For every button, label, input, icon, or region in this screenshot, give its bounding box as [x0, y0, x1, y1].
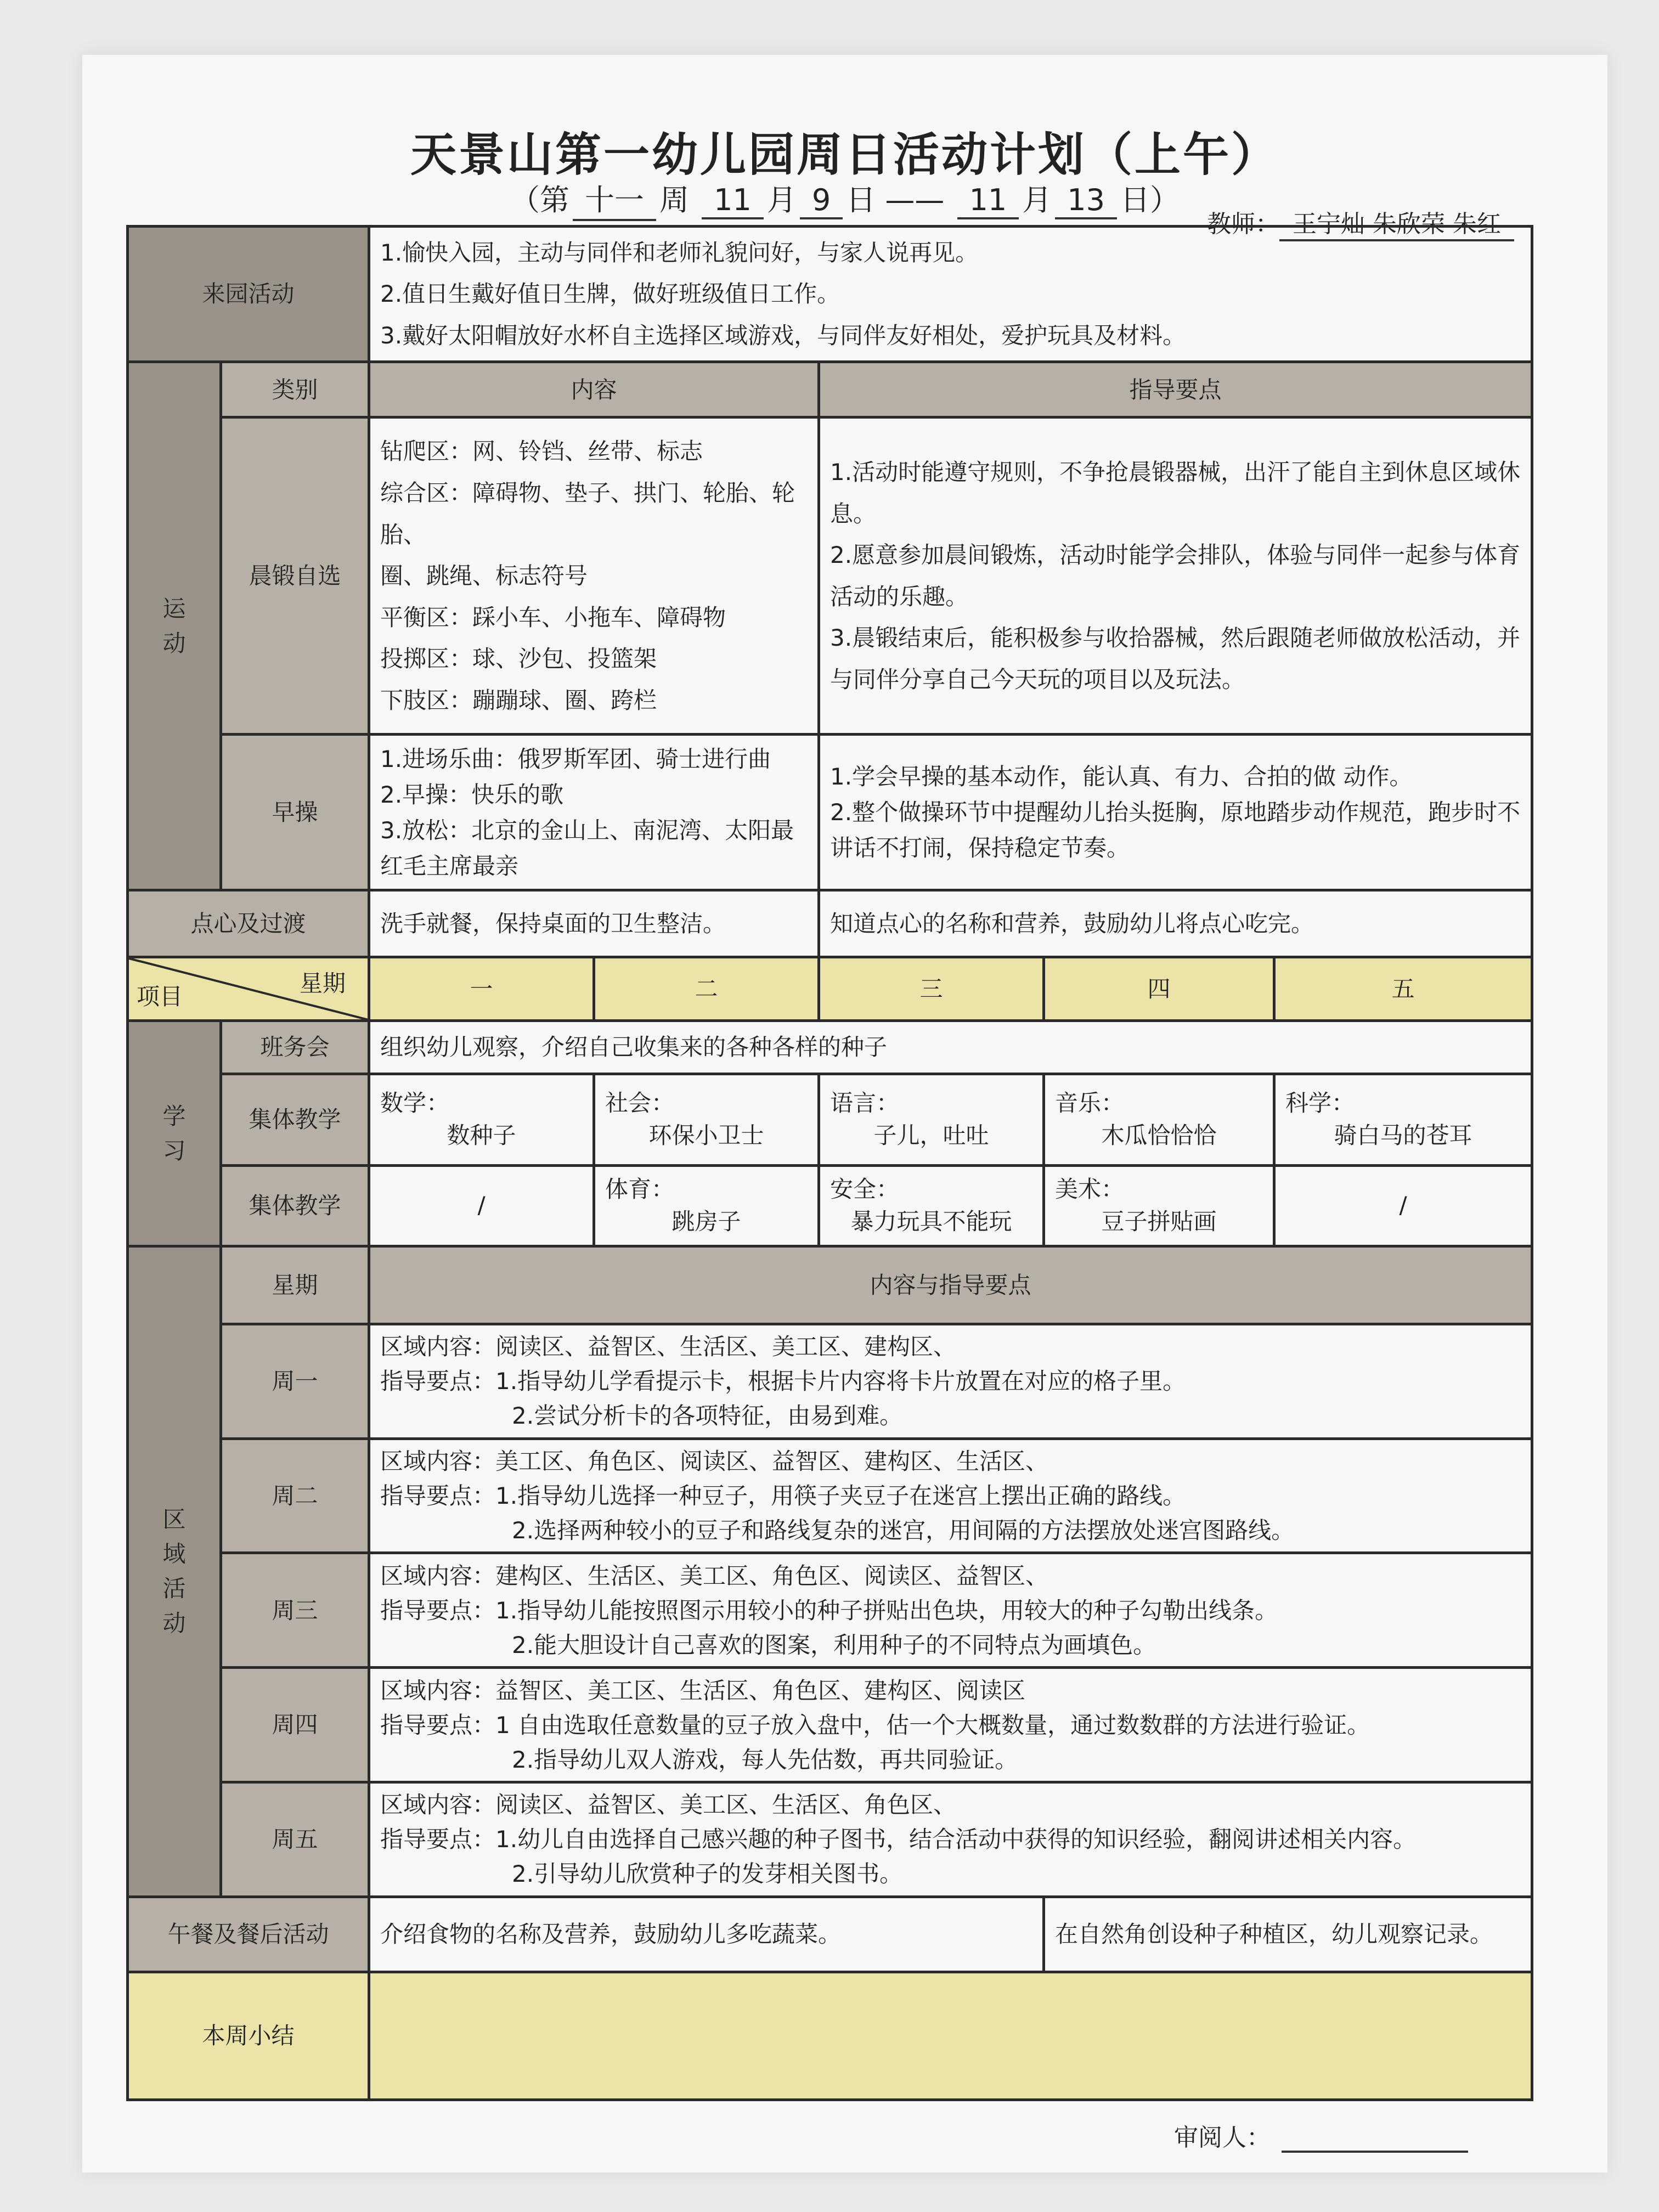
- teaching-cell: [1274, 1074, 1532, 1165]
- area-line: 区域内容：阅读区、益智区、美工区、生活区、角色区、: [380, 1791, 957, 1819]
- teaching-cell: [369, 1074, 594, 1165]
- morning-choice-label: 晨锻自选: [221, 417, 369, 735]
- teaching-subject: 语言：: [830, 1089, 900, 1116]
- snack-content: 洗手就餐，保持桌面的卫生整洁。: [369, 890, 819, 957]
- teaching-topic: 子儿，吐吐: [873, 1121, 989, 1149]
- summary-label: 本周小结: [128, 1972, 369, 2100]
- arrival-line: 2.值日生戴好值日生牌，做好班级值日工作。: [380, 280, 840, 308]
- content-line: 钻爬区：网、铃铛、丝带、标志: [380, 438, 703, 465]
- arrival-line: 3.戴好太阳帽放好水杯自主选择区域游戏，与同伴友好相处，爱护玩具及材料。: [380, 321, 1186, 349]
- lunch-guidance: 在自然角创设种子种植区，幼儿观察记录。: [1044, 1897, 1532, 1972]
- guide-line: 2.引导幼儿欣赏种子的发芽相关图书。: [512, 1860, 903, 1888]
- teaching-subject: 数学：: [380, 1089, 450, 1116]
- area-day-label: 周四: [221, 1668, 369, 1782]
- guide-line: 2.选择两种较小的豆子和路线复杂的迷宫，用间隔的方法摆放处迷宫图路线。: [512, 1516, 1295, 1544]
- teaching-cell: [594, 1074, 819, 1165]
- month-char-1: 月: [766, 183, 797, 217]
- sports-label-char: 动: [162, 630, 186, 657]
- sports-header-row: [128, 362, 1532, 417]
- arrival-label: 来园活动: [128, 227, 369, 362]
- area-col-weekday: 星期: [221, 1246, 369, 1324]
- snack-guidance: 知道点心的名称和营养，鼓励幼儿将点心吃完。: [819, 890, 1532, 957]
- arrival-content: [369, 227, 1532, 362]
- guidance-line: 1.学会早操的基本动作，能认真、有力、合拍的做 动作。: [830, 763, 1413, 791]
- learning-label-char: 习: [162, 1137, 186, 1165]
- class-meeting-label: 班务会: [221, 1021, 369, 1074]
- teaching-cell: [1044, 1165, 1274, 1246]
- plan-sheet: [82, 55, 1607, 2172]
- teaching-topic: /: [477, 1192, 486, 1219]
- teaching-topic: /: [1399, 1192, 1407, 1219]
- guidance-line: 2.整个做操环节中提醒幼儿抬头挺胸，原地踏步动作规范，跑步时不讲话不打闹，保持稳定节奏。: [830, 799, 1521, 862]
- area-day-content: [369, 1553, 1532, 1668]
- col-content: 内容: [369, 362, 819, 417]
- day-header: 五: [1274, 957, 1532, 1021]
- group-teaching-row-2: [128, 1165, 1532, 1246]
- area-day-row: [128, 1668, 1532, 1782]
- area-label-char: 区: [162, 1506, 186, 1533]
- col-category: 类别: [221, 362, 369, 417]
- sports-label: [128, 362, 221, 890]
- teaching-subject: 安全：: [830, 1176, 900, 1203]
- week-number: 十一: [573, 177, 656, 221]
- diag-top-label: 星期: [300, 969, 346, 997]
- learning-label-char: 学: [162, 1103, 186, 1130]
- teacher-value: 王宁灿 朱欣荣 朱红: [1279, 204, 1514, 241]
- end-day: 13: [1055, 183, 1117, 219]
- area-day-label: 周三: [221, 1553, 369, 1668]
- area-day-content: [369, 1782, 1532, 1897]
- teaching-topic: 豆子拼贴画: [1101, 1207, 1217, 1235]
- day-header: 四: [1044, 957, 1274, 1021]
- morning-exercise-content: [369, 735, 819, 890]
- area-label-char: 域: [162, 1541, 186, 1568]
- area-col-content: 内容与指导要点: [369, 1246, 1532, 1324]
- area-day-content: [369, 1324, 1532, 1438]
- day-header: 一: [369, 957, 594, 1021]
- area-day-row: [128, 1324, 1532, 1438]
- content-line: 投掷区：球、沙包、投篮架: [380, 645, 657, 673]
- content-line: 圈、跳绳、标志符号: [380, 562, 588, 590]
- end-month: 11: [957, 183, 1019, 219]
- col-guidance: 指导要点: [819, 362, 1532, 417]
- teaching-cell: [594, 1165, 819, 1246]
- learning-label: [128, 1021, 221, 1246]
- area-day-row: [128, 1782, 1532, 1897]
- content-line: 3.放松：北京的金山上、南泥湾、太阳最红毛主席最亲: [380, 816, 794, 879]
- group-teaching-label: 集体教学: [221, 1165, 369, 1246]
- group-teaching-label: 集体教学: [221, 1074, 369, 1165]
- area-day-row: [128, 1553, 1532, 1668]
- area-header-row: [128, 1246, 1532, 1324]
- area-label-char: 动: [162, 1610, 186, 1637]
- lunch-row: [128, 1897, 1532, 1972]
- day-char-1: 日: [846, 183, 876, 217]
- morning-exercise-guidance: [819, 735, 1532, 890]
- teaching-subject: 科学：: [1285, 1089, 1355, 1116]
- month-char-2: 月: [1022, 183, 1052, 217]
- lunch-content: 介绍食物的名称及营养，鼓励幼儿多吃蔬菜。: [369, 1897, 1044, 1972]
- sports-label-char: 运: [162, 595, 186, 623]
- area-day-content: [369, 1438, 1532, 1553]
- guidance-line: 2.愿意参加晨间锻炼，活动时能学会排队，体验与同伴一起参与体育活动的乐趣。: [830, 541, 1521, 610]
- area-day-row: [128, 1438, 1532, 1553]
- guidance-line: 3.晨锻结束后，能积极参与收拾器械，然后跟随老师做放松活动，并与同伴分享自己今天玩的项目以及玩法。: [830, 624, 1521, 693]
- day-header: 二: [594, 957, 819, 1021]
- start-month: 11: [702, 183, 764, 219]
- morning-choice-content: [369, 417, 819, 735]
- guide-line: 指导要点：1.指导幼儿选择一种豆子，用筷子夹豆子在迷宫上摆出正确的路线。: [380, 1482, 1186, 1509]
- teaching-cell: [819, 1074, 1044, 1165]
- start-day: 9: [800, 183, 843, 219]
- area-day-label: 周二: [221, 1438, 369, 1553]
- close-paren: ）: [1150, 183, 1180, 217]
- teaching-cell: [819, 1165, 1044, 1246]
- content-line: 2.早操：快乐的歌: [380, 781, 564, 808]
- teaching-subject: 体育：: [605, 1176, 675, 1203]
- reviewer-field: [1174, 2118, 1468, 2153]
- content-line: 1.进场乐曲：俄罗斯军团、骑士进行曲: [380, 745, 771, 772]
- teaching-topic: 环保小卫士: [648, 1121, 764, 1149]
- arrival-row: [128, 227, 1532, 362]
- teaching-subject: 美术：: [1055, 1176, 1125, 1203]
- class-meeting-row: [128, 1021, 1532, 1074]
- teaching-cell: [1044, 1074, 1274, 1165]
- teaching-topic: 木瓜恰恰恰: [1101, 1121, 1217, 1149]
- snack-label: 点心及过渡: [128, 890, 369, 957]
- area-label: [128, 1246, 221, 1897]
- morning-exercise-row: [128, 735, 1532, 890]
- arrival-line: 1.愉快入园，主动与同伴和老师礼貌问好，与家人说再见。: [380, 239, 979, 266]
- week-prefix: （第: [510, 183, 569, 217]
- diag-bottom-label: 项目: [137, 983, 183, 1010]
- area-line: 区域内容：阅读区、益智区、生活区、美工区、建构区、: [380, 1333, 957, 1361]
- teaching-topic: 暴力玩具不能玩: [850, 1207, 1012, 1235]
- teaching-cell: [369, 1165, 594, 1246]
- teaching-topic: 跳房子: [672, 1207, 741, 1235]
- class-meeting-content: 组织幼儿观察，介绍自己收集来的各种各样的种子: [369, 1021, 1532, 1074]
- group-teaching-row-1: [128, 1074, 1532, 1165]
- reviewer-label: 审阅人：: [1174, 2124, 1271, 2152]
- guide-line: 指导要点：1.幼儿自由选择自己感兴趣的种子图书，结合活动中获得的知识经验，翻阅讲述相关内容。: [380, 1826, 1417, 1853]
- teaching-topic: 骑白马的苍耳: [1334, 1121, 1472, 1149]
- content-line: 下肢区：蹦蹦球、圈、跨栏: [380, 686, 657, 714]
- page-title: 天景山第一幼儿园周日活动计划（上午）: [410, 128, 1279, 182]
- teaching-subject: 社会：: [605, 1089, 675, 1116]
- date-dash: ——: [885, 183, 945, 217]
- guide-line: 指导要点：1.指导幼儿能按照图示用较小的种子拼贴出色块，用较大的种子勾勒出线条。: [380, 1596, 1278, 1624]
- guide-line: 2.尝试分析卡的各项特征，由易到难。: [512, 1402, 903, 1430]
- day-char-2: 日: [1120, 183, 1150, 217]
- lunch-label: 午餐及餐后活动: [128, 1897, 369, 1972]
- guide-line: 2.能大胆设计自己喜欢的图案，利用种子的不同特点为画填色。: [512, 1631, 1156, 1658]
- area-line: 区域内容：美工区、角色区、阅读区、益智区、建构区、生活区、: [380, 1447, 1049, 1475]
- area-line: 区域内容：建构区、生活区、美工区、角色区、阅读区、益智区、: [380, 1562, 1049, 1589]
- area-label-char: 活: [162, 1575, 186, 1602]
- area-day-label: 周一: [221, 1324, 369, 1438]
- area-day-label: 周五: [221, 1782, 369, 1897]
- day-header: 三: [819, 957, 1044, 1021]
- weekday-header-row: [128, 957, 1532, 1021]
- guide-line: 指导要点：1.指导幼儿学看提示卡，根据卡片内容将卡片放置在对应的格子里。: [380, 1368, 1186, 1395]
- summary-content[interactable]: [369, 1972, 1532, 2100]
- morning-exercise-label: 早操: [221, 735, 369, 890]
- morning-choice-row: [128, 417, 1532, 735]
- summary-row: [128, 1972, 1532, 2100]
- area-line: 区域内容：益智区、美工区、生活区、角色区、建构区、阅读区: [380, 1677, 1026, 1704]
- guide-line: 指导要点：1 自由选取任意数量的豆子放入盘中，估一个大概数量，通过数数群的方法进行验证。: [380, 1711, 1370, 1739]
- teaching-cell: [1274, 1165, 1532, 1246]
- content-line: 综合区：障碍物、垫子、拱门、轮胎、轮胎、: [380, 479, 795, 548]
- reviewer-signature-line[interactable]: [1282, 2151, 1468, 2153]
- weekday-diagonal-header: [128, 957, 369, 1021]
- morning-choice-guidance: [819, 417, 1532, 735]
- area-day-content: [369, 1668, 1532, 1782]
- activity-table: [126, 225, 1533, 2101]
- teaching-topic: 数种子: [447, 1121, 516, 1149]
- guide-line: 2.指导幼儿双人游戏，每人先估数，再共同验证。: [512, 1746, 1018, 1773]
- guidance-line: 1.活动时能遵守规则，不争抢晨锻器械，出汗了能自主到休息区域休息。: [830, 459, 1521, 527]
- content-line: 平衡区：踩小车、小拖车、障碍物: [380, 603, 726, 631]
- teacher-label: 教师：: [1207, 210, 1280, 238]
- teaching-subject: 音乐：: [1055, 1089, 1125, 1116]
- week-suffix: 周: [659, 183, 689, 217]
- snack-row: [128, 890, 1532, 957]
